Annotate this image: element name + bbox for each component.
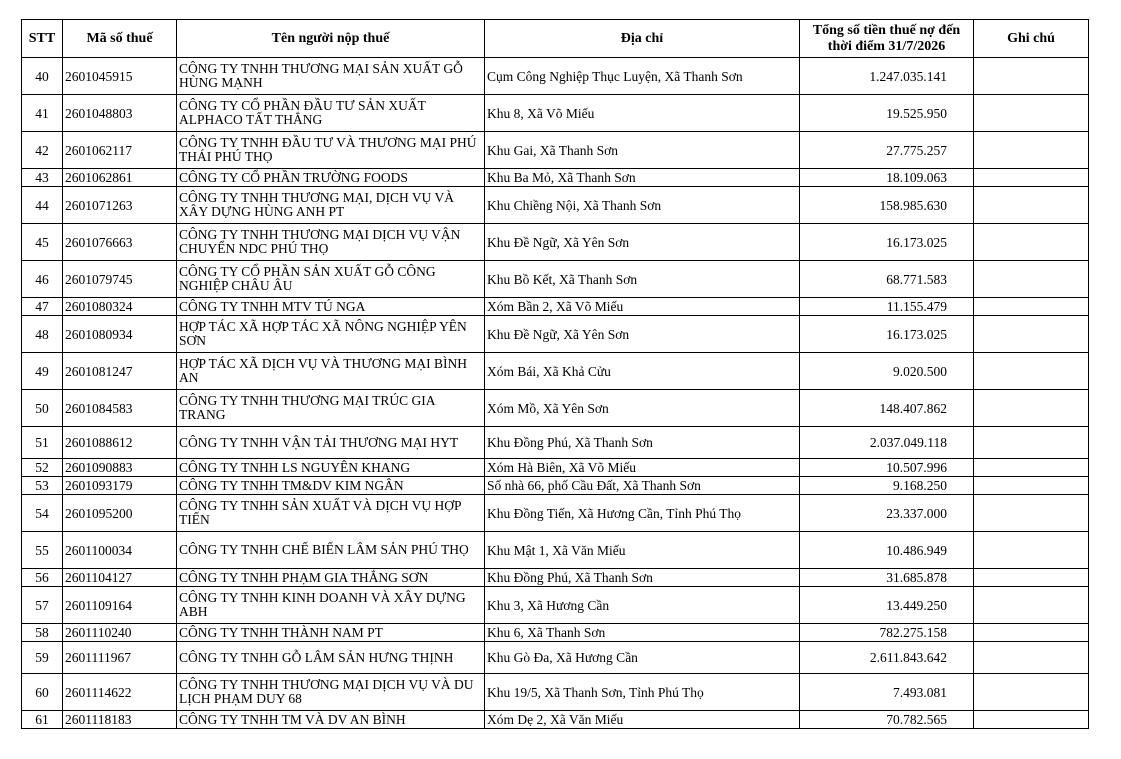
row-address: Khu Gai, Xã Thanh Sơn — [485, 132, 800, 169]
row-address: Khu 6, Xã Thanh Sơn — [485, 624, 800, 642]
table-row — [22, 187, 1089, 224]
row-taxpayer-name: CÔNG TY TNHH THÀNH NAM PT — [177, 624, 485, 642]
row-total-debt: 10.486.949 — [800, 532, 974, 569]
row-note — [974, 353, 1089, 390]
row-note — [974, 459, 1089, 477]
row-stt: 50 — [22, 390, 63, 427]
row-tax-code: 2601110240 — [63, 624, 177, 642]
row-address: Xóm Dẹ 2, Xã Văn Miếu — [485, 711, 800, 729]
row-stt: 53 — [22, 477, 63, 495]
row-address: Khu Đề Ngữ, Xã Yên Sơn — [485, 224, 800, 261]
row-note — [974, 187, 1089, 224]
row-taxpayer-name: CÔNG TY CỔ PHẦN SẢN XUẤT GỖ CÔNG NGHIỆP CHÂU ÂU — [177, 261, 485, 298]
row-note — [974, 642, 1089, 674]
row-total-debt: 2.037.049.118 — [800, 427, 974, 459]
row-tax-code: 2601118183 — [63, 711, 177, 729]
tax-debt-table-sheet — [21, 19, 1089, 729]
row-total-debt: 16.173.025 — [800, 316, 974, 353]
table-row — [22, 58, 1089, 95]
row-stt: 56 — [22, 569, 63, 587]
row-note — [974, 495, 1089, 532]
row-tax-code: 2601084583 — [63, 390, 177, 427]
row-taxpayer-name: CÔNG TY TNHH LS NGUYÊN KHANG — [177, 459, 485, 477]
row-note — [974, 298, 1089, 316]
row-tax-code: 2601095200 — [63, 495, 177, 532]
row-address: Khu 8, Xã Võ Miếu — [485, 95, 800, 132]
row-note — [974, 569, 1089, 587]
row-taxpayer-name: CÔNG TY TNHH TM&DV KIM NGÂN — [177, 477, 485, 495]
row-stt: 49 — [22, 353, 63, 390]
header-taxpayer-name: Tên người nộp thuế — [177, 20, 485, 58]
row-tax-code: 2601093179 — [63, 477, 177, 495]
row-address: Khu Ba Mỏ, Xã Thanh Sơn — [485, 169, 800, 187]
row-taxpayer-name: HỢP TÁC XÃ HỢP TÁC XÃ NÔNG NGHIỆP YÊN SƠN — [177, 316, 485, 353]
row-note — [974, 587, 1089, 624]
row-stt: 58 — [22, 624, 63, 642]
table-body — [22, 58, 1089, 729]
row-address: Khu Đồng Phú, Xã Thanh Sơn — [485, 427, 800, 459]
row-taxpayer-name: CÔNG TY TNHH THƯƠNG MẠI DỊCH VỤ VÀ DU LỊCH PHẠM DUY 68 — [177, 674, 485, 711]
row-total-debt: 2.611.843.642 — [800, 642, 974, 674]
row-total-debt: 70.782.565 — [800, 711, 974, 729]
row-total-debt: 7.493.081 — [800, 674, 974, 711]
row-address: Xóm Bần 2, Xã Võ Miếu — [485, 298, 800, 316]
row-tax-code: 2601062861 — [63, 169, 177, 187]
row-total-debt: 9.168.250 — [800, 477, 974, 495]
header-total-debt-line2: thời điểm 31/7/2026 — [827, 38, 946, 54]
header-note: Ghi chú — [974, 20, 1089, 58]
row-tax-code: 2601104127 — [63, 569, 177, 587]
row-stt: 41 — [22, 95, 63, 132]
row-note — [974, 316, 1089, 353]
row-note — [974, 169, 1089, 187]
table-row — [22, 624, 1089, 642]
row-stt: 54 — [22, 495, 63, 532]
row-note — [974, 95, 1089, 132]
row-total-debt: 9.020.500 — [800, 353, 974, 390]
row-total-debt: 19.525.950 — [800, 95, 974, 132]
row-total-debt: 148.407.862 — [800, 390, 974, 427]
table-row — [22, 642, 1089, 674]
row-address: Xóm Mồ, Xã Yên Sơn — [485, 390, 800, 427]
row-taxpayer-name: HỢP TÁC XÃ DỊCH VỤ VÀ THƯƠNG MẠI BÌNH AN — [177, 353, 485, 390]
row-tax-code: 2601090883 — [63, 459, 177, 477]
header-address: Địa chỉ — [485, 20, 800, 58]
row-stt: 52 — [22, 459, 63, 477]
table-row — [22, 261, 1089, 298]
row-total-debt: 13.449.250 — [800, 587, 974, 624]
row-taxpayer-name: CÔNG TY TNHH CHẾ BIẾN LÂM SẢN PHÚ THỌ — [177, 532, 485, 569]
row-tax-code: 2601081247 — [63, 353, 177, 390]
row-address: Khu Đồng Tiến, Xã Hương Cần, Tỉnh Phú Thọ — [485, 495, 800, 532]
row-note — [974, 132, 1089, 169]
row-taxpayer-name: CÔNG TY TNHH THƯƠNG MẠI, DỊCH VỤ VÀ XÂY DỰNG HÙNG ANH PT — [177, 187, 485, 224]
row-tax-code: 2601076663 — [63, 224, 177, 261]
row-total-debt: 27.775.257 — [800, 132, 974, 169]
row-stt: 43 — [22, 169, 63, 187]
header-total-debt — [800, 20, 974, 58]
row-stt: 45 — [22, 224, 63, 261]
table-row — [22, 477, 1089, 495]
row-taxpayer-name: CÔNG TY TNHH TM VÀ DV AN BÌNH — [177, 711, 485, 729]
row-tax-code: 2601109164 — [63, 587, 177, 624]
table-row — [22, 427, 1089, 459]
row-address: Khu Đồng Phú, Xã Thanh Sơn — [485, 569, 800, 587]
row-address: Khu 19/5, Xã Thanh Sơn, Tỉnh Phú Thọ — [485, 674, 800, 711]
row-taxpayer-name: CÔNG TY TNHH THƯƠNG MẠI TRÚC GIA TRANG — [177, 390, 485, 427]
row-total-debt: 10.507.996 — [800, 459, 974, 477]
row-note — [974, 224, 1089, 261]
row-stt: 51 — [22, 427, 63, 459]
row-tax-code: 2601088612 — [63, 427, 177, 459]
table-row — [22, 298, 1089, 316]
row-stt: 55 — [22, 532, 63, 569]
header-stt: STT — [22, 20, 63, 58]
row-note — [974, 427, 1089, 459]
header-total-debt-line1: Tổng số tiền thuế nợ đến — [812, 22, 961, 38]
row-address: Xóm Hà Biên, Xã Võ Miếu — [485, 459, 800, 477]
row-address: Khu Mật 1, Xã Văn Miếu — [485, 532, 800, 569]
row-tax-code: 2601071263 — [63, 187, 177, 224]
row-stt: 60 — [22, 674, 63, 711]
row-taxpayer-name: CÔNG TY TNHH THƯƠNG MẠI SẢN XUẤT GỖ HÙNG MẠNH — [177, 58, 485, 95]
row-note — [974, 477, 1089, 495]
row-tax-code: 2601062117 — [63, 132, 177, 169]
table-row — [22, 459, 1089, 477]
tax-debt-table — [21, 19, 1089, 729]
table-header-row — [22, 20, 1089, 58]
row-stt: 40 — [22, 58, 63, 95]
row-taxpayer-name: CÔNG TY TNHH PHẠM GIA THẮNG SƠN — [177, 569, 485, 587]
row-tax-code: 2601048803 — [63, 95, 177, 132]
table-row — [22, 316, 1089, 353]
row-tax-code: 2601114622 — [63, 674, 177, 711]
row-address: Khu Gò Đa, Xã Hương Cần — [485, 642, 800, 674]
row-total-debt: 1.247.035.141 — [800, 58, 974, 95]
row-taxpayer-name: CÔNG TY TNHH ĐẦU TƯ VÀ THƯƠNG MẠI PHÚ THÁI PHÚ THỌ — [177, 132, 485, 169]
row-stt: 46 — [22, 261, 63, 298]
row-address: Khu Chiềng Nội, Xã Thanh Sơn — [485, 187, 800, 224]
table-row — [22, 95, 1089, 132]
row-note — [974, 711, 1089, 729]
row-total-debt: 18.109.063 — [800, 169, 974, 187]
row-total-debt: 11.155.479 — [800, 298, 974, 316]
row-note — [974, 261, 1089, 298]
row-stt: 44 — [22, 187, 63, 224]
row-stt: 57 — [22, 587, 63, 624]
row-tax-code: 2601045915 — [63, 58, 177, 95]
row-taxpayer-name: CÔNG TY TNHH KINH DOANH VÀ XÂY DỰNG ABH — [177, 587, 485, 624]
row-address: Số nhà 66, phố Cầu Đất, Xã Thanh Sơn — [485, 477, 800, 495]
row-total-debt: 782.275.158 — [800, 624, 974, 642]
row-total-debt: 31.685.878 — [800, 569, 974, 587]
row-total-debt: 158.985.630 — [800, 187, 974, 224]
row-address: Khu 3, Xã Hương Cần — [485, 587, 800, 624]
table-row — [22, 132, 1089, 169]
row-taxpayer-name: CÔNG TY TNHH GỖ LÂM SẢN HƯNG THỊNH — [177, 642, 485, 674]
row-tax-code: 2601111967 — [63, 642, 177, 674]
row-total-debt: 23.337.000 — [800, 495, 974, 532]
table-row — [22, 390, 1089, 427]
row-taxpayer-name: CÔNG TY TNHH VẬN TẢI THƯƠNG MẠI HYT — [177, 427, 485, 459]
row-taxpayer-name: CÔNG TY TNHH MTV TÚ NGA — [177, 298, 485, 316]
row-taxpayer-name: CÔNG TY CỔ PHẦN ĐẦU TƯ SẢN XUẤT ALPHACO TẤT THẮNG — [177, 95, 485, 132]
table-row — [22, 353, 1089, 390]
table-row — [22, 569, 1089, 587]
table-row — [22, 587, 1089, 624]
row-tax-code: 2601100034 — [63, 532, 177, 569]
row-total-debt: 68.771.583 — [800, 261, 974, 298]
row-address: Cụm Công Nghiệp Thục Luyện, Xã Thanh Sơn — [485, 58, 800, 95]
row-address: Khu Đề Ngữ, Xã Yên Sơn — [485, 316, 800, 353]
table-row — [22, 495, 1089, 532]
row-taxpayer-name: CÔNG TY CỔ PHẦN TRƯỜNG FOODS — [177, 169, 485, 187]
row-stt: 47 — [22, 298, 63, 316]
header-tax-code: Mã số thuế — [63, 20, 177, 58]
row-tax-code: 2601079745 — [63, 261, 177, 298]
table-row — [22, 224, 1089, 261]
row-tax-code: 2601080324 — [63, 298, 177, 316]
row-taxpayer-name: CÔNG TY TNHH SẢN XUẤT VÀ DỊCH VỤ HỢP TIẾN — [177, 495, 485, 532]
row-note — [974, 532, 1089, 569]
row-address: Xóm Bái, Xã Khả Cửu — [485, 353, 800, 390]
row-stt: 48 — [22, 316, 63, 353]
row-note — [974, 674, 1089, 711]
row-note — [974, 624, 1089, 642]
row-note — [974, 390, 1089, 427]
row-tax-code: 2601080934 — [63, 316, 177, 353]
row-stt: 42 — [22, 132, 63, 169]
row-stt: 61 — [22, 711, 63, 729]
row-stt: 59 — [22, 642, 63, 674]
row-total-debt: 16.173.025 — [800, 224, 974, 261]
table-row — [22, 674, 1089, 711]
row-taxpayer-name: CÔNG TY TNHH THƯƠNG MẠI DỊCH VỤ VẬN CHUYỂN NDC PHÚ THỌ — [177, 224, 485, 261]
table-row — [22, 532, 1089, 569]
row-note — [974, 58, 1089, 95]
table-row — [22, 169, 1089, 187]
row-address: Khu Bồ Kết, Xã Thanh Sơn — [485, 261, 800, 298]
table-row — [22, 711, 1089, 729]
